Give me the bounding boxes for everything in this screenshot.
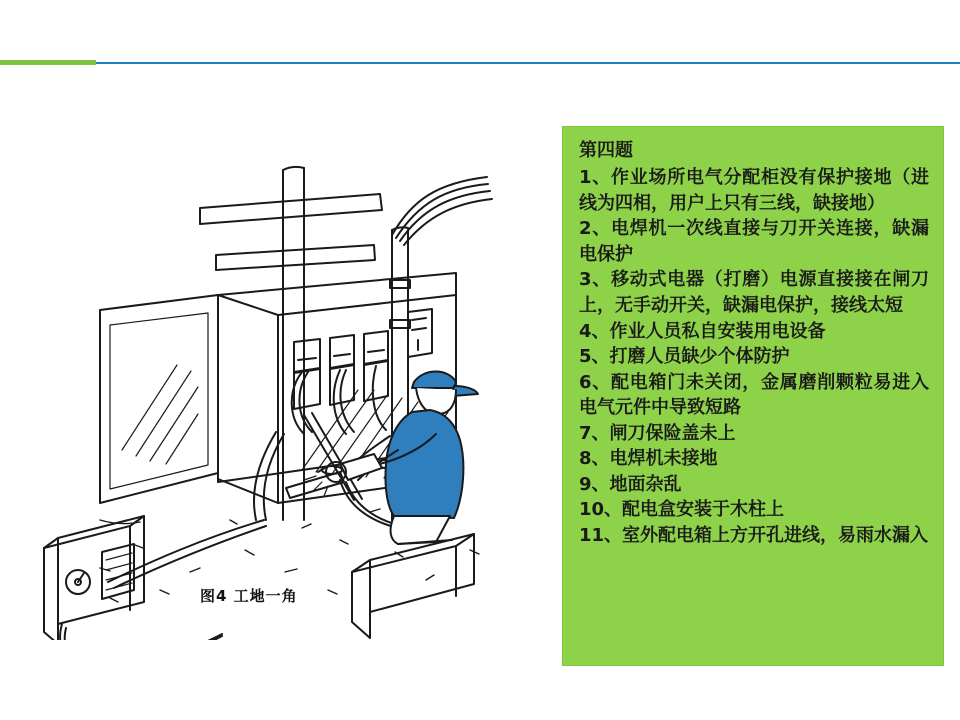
meter-box [408, 309, 432, 357]
list-item: 4、作业人员私自安装用电设备 [579, 320, 826, 342]
blue-divider-line [96, 62, 960, 64]
list-item: 11、室外配电箱上方开孔进线，易雨水漏入 [579, 524, 929, 546]
figure-caption: 图4 工地一角 [200, 587, 298, 605]
site-illustration-svg [40, 120, 540, 640]
door-hatch-lines [122, 365, 198, 464]
list-item: 2、电焊机一次线直接与刀开关连接，缺漏电保护 [579, 218, 929, 265]
list-item: 3、移动式电器（打磨）电源直接接在闸刀上，无手动开关，缺漏电保护，接线太短 [579, 269, 929, 317]
green-accent-bar [0, 60, 96, 65]
welding-machine [44, 516, 222, 640]
list-item: 5、打磨人员缺少个体防护 [579, 346, 790, 368]
list-item: 1、作业场所电气分配柜没有保护接地（进线为四相，用户上只有三线，缺接地） [579, 167, 929, 214]
panel-title: 第四题 [579, 140, 633, 161]
site-illustration [40, 120, 540, 640]
answer-panel [562, 126, 944, 666]
list-item: 7、闸刀保险盖未上 [579, 422, 736, 444]
list-item: 10、配电盒安装于木柱上 [579, 499, 785, 521]
list-item: 9、地面杂乱 [579, 473, 682, 495]
list-item: 6、配电箱门未关闭，金属磨削颗粒易进入电气元件中导致短路 [579, 371, 929, 419]
list-item: 8、电焊机未接地 [579, 448, 718, 470]
hazard-list [579, 165, 929, 548]
